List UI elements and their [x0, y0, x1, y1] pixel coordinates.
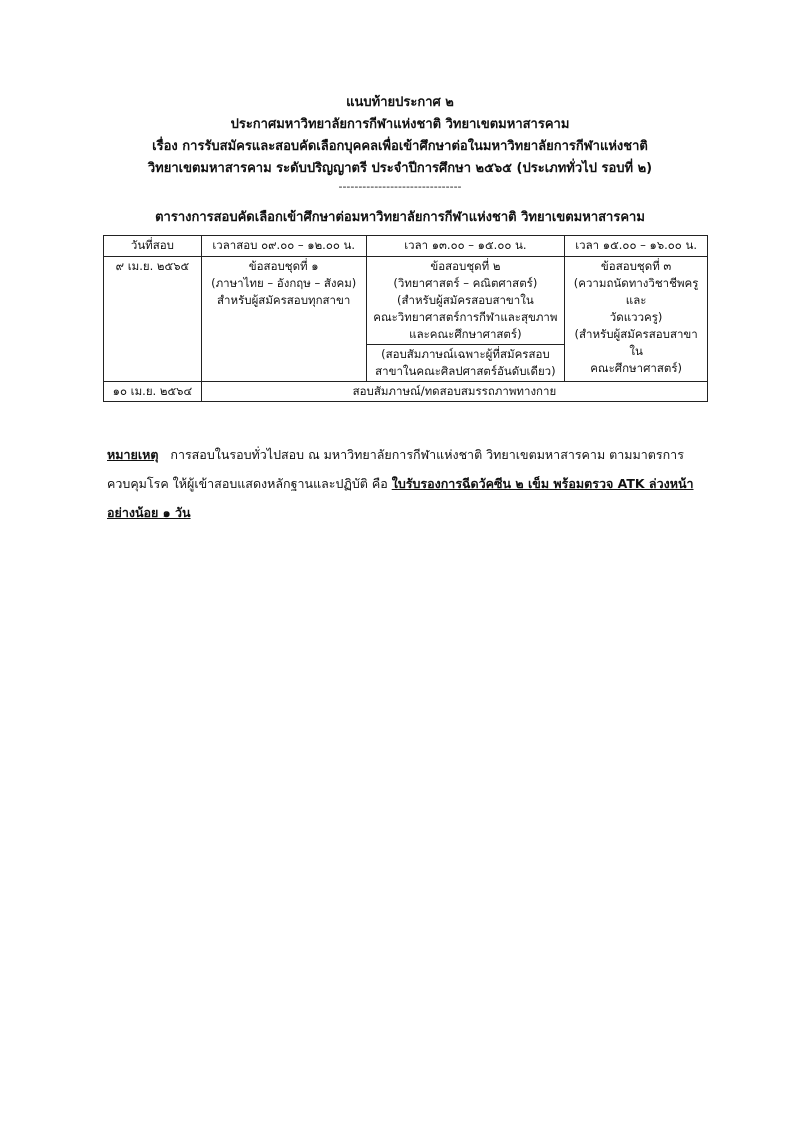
note-text-2: ควบคุมโรค ให้ผู้เข้าสอบแสดงหลักฐานและปฏิบัติ คือ [107, 476, 392, 491]
row2-activity-cell: สอบสัมภาษณ์/ทดสอบสมรรถภาพทางกาย [201, 382, 707, 402]
header-line-2: ประกาศมหาวิทยาลัยการกีฬาแห่งชาติ วิทยาเขตมหาสารคาม [230, 117, 570, 132]
header-cell-morning: เวลาสอบ ๐๙.๐๐ – ๑๒.๐๐ น. [201, 236, 366, 257]
note-line-1 [107, 440, 707, 469]
note-line-2 [107, 469, 707, 498]
table-row [104, 382, 708, 402]
row1-afternoon-cell [366, 257, 565, 345]
note-emphasis-1: ใบรับรองการฉีดวัคซีน ๒ เข็ม พร้อมตรวจ ATK ล่วงหน้า [391, 476, 694, 491]
row1-date-cell: ๙ เม.ย. ๒๕๖๕ [104, 257, 202, 382]
row1-interview-cell [366, 345, 565, 382]
header-divider: ------------------------------- [338, 180, 462, 193]
cell-line: วัดแววครู) [609, 310, 663, 324]
note-emphasis-2: อย่างน้อย ๑ วัน [107, 505, 191, 520]
note-label: หมายเหตุ [107, 447, 159, 462]
cell-line: คณะศึกษาศาสตร์) [590, 361, 682, 375]
row1-morning-cell [201, 257, 366, 382]
cell-line: (สอบสัมภาษณ์เฉพาะผู้ที่สมัครสอบ [381, 347, 550, 361]
cell-line: (ภาษาไทย – อังกฤษ – สังคม) [211, 276, 357, 290]
note-section [107, 440, 707, 527]
cell-line: สำหรับผู้สมัครสอบทุกสาขา [217, 293, 351, 307]
table-header-row [104, 236, 708, 257]
exam-schedule-table [103, 235, 708, 402]
cell-line: คณะวิทยาศาสตร์การกีฬาและสุขภาพ [373, 310, 558, 324]
cell-line: และคณะศึกษาศาสตร์) [409, 327, 522, 341]
note-text-1: การสอบในรอบทั่วไปสอบ ณ มหาวิทยาลัยการกีฬาแห่งชาติ วิทยาเขตมหาสารคาม ตามมาตรการ [170, 447, 684, 462]
table-title: ตารางการสอบคัดเลือกเข้าศึกษาต่อมหาวิทยาลัยการกีฬาแห่งชาติ วิทยาเขตมหาสารคาม [155, 210, 645, 225]
header-cell-afternoon: เวลา ๑๓.๐๐ – ๑๕.๐๐ น. [366, 236, 565, 257]
cell-line: (สำหรับผู้สมัครสอบสาขาใน [397, 293, 534, 307]
cell-line: (วิทยาศาสตร์ – คณิตศาสตร์) [393, 276, 538, 290]
cell-line: ข้อสอบชุดที่ ๒ [430, 259, 501, 273]
cell-line: (สำหรับผู้สมัครสอบสาขาใน [574, 327, 698, 358]
header-line-1: แนบท้ายประกาศ ๒ [346, 95, 454, 110]
cell-line: (ความถนัดทางวิชาชีพครูและ [573, 276, 699, 307]
cell-line: ข้อสอบชุดที่ ๓ [600, 259, 672, 273]
cell-line: สาขาในคณะศิลปศาสตร์อันดับเดียว) [375, 364, 556, 378]
header-cell-late: เวลา ๑๕.๐๐ – ๑๖.๐๐ น. [565, 236, 708, 257]
cell-line: ข้อสอบชุดที่ ๑ [248, 259, 319, 273]
row1-late-cell [565, 257, 708, 382]
header-line-3: เรื่อง การรับสมัครและสอบคัดเลือกบุคคลเพื่อเข้าศึกษาต่อในมหาวิทยาลัยการกีฬาแห่งชาติ [152, 139, 648, 154]
note-line-3 [107, 498, 707, 527]
row2-date-cell: ๑๐ เม.ย. ๒๕๖๔ [104, 382, 202, 402]
table-row [104, 257, 708, 345]
header-line-4: วิทยาเขตมหาสารคาม ระดับปริญญาตรี ประจำปีการศึกษา ๒๕๖๕ (ประเภททั่วไป รอบที่ ๒) [147, 161, 653, 176]
document-header [0, 92, 800, 180]
header-cell-date: วันที่สอบ [104, 236, 202, 257]
